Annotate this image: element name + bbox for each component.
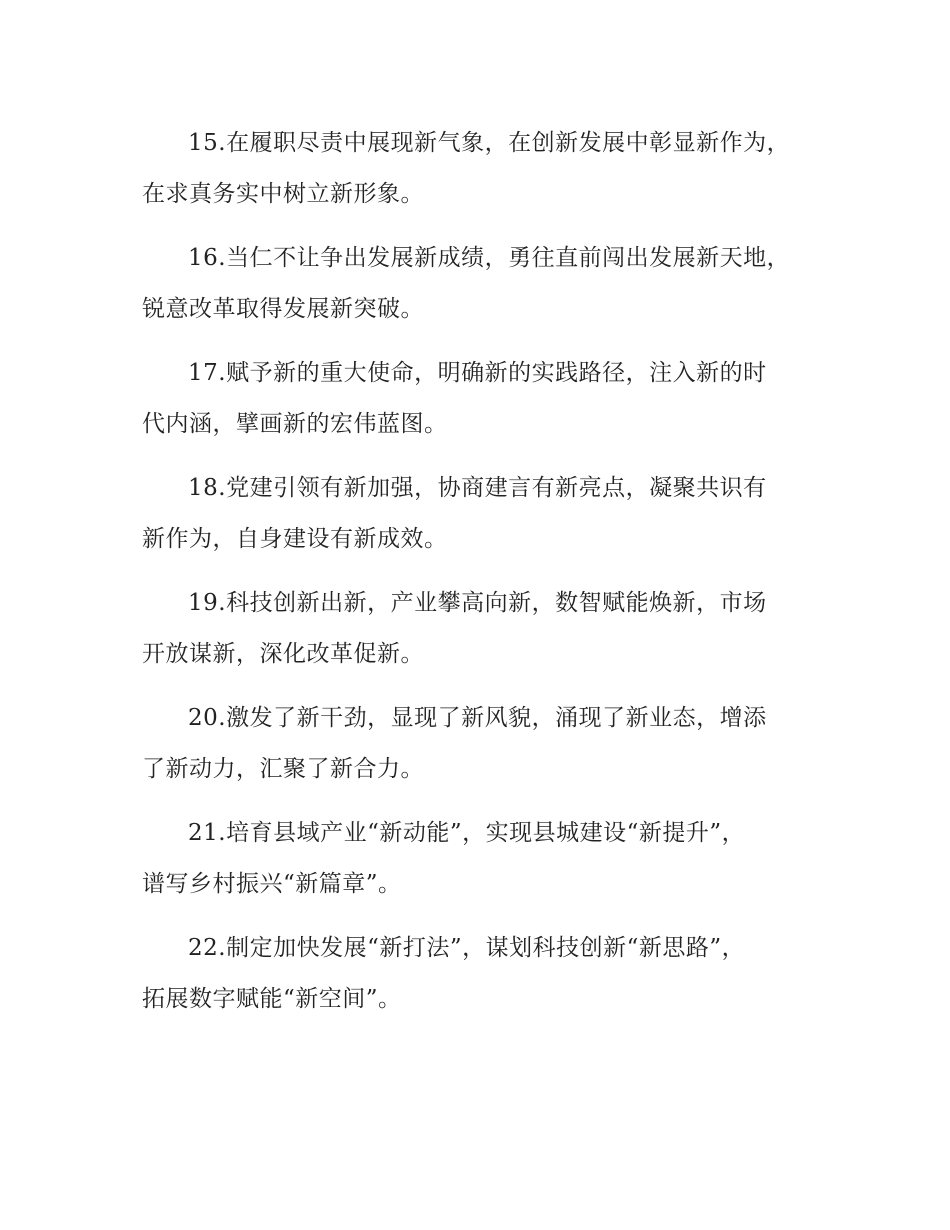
list-item-19 <box>142 588 822 669</box>
item-18-line-1: 18.党建引领有新加强，协商建言有新亮点，凝聚共识有 <box>188 475 767 501</box>
list-item-20 <box>142 703 822 784</box>
item-15-line-2: 在求真务实中树立新形象。 <box>142 181 424 207</box>
list-item-21 <box>142 818 822 899</box>
list-item-22 <box>142 933 822 1014</box>
item-19-line-1: 19.科技创新出新，产业攀高向新，数智赋能焕新，市场 <box>188 590 767 616</box>
list-item-16 <box>142 243 822 324</box>
item-22-line-2: 拓展数字赋能“新空间”。 <box>142 986 402 1012</box>
item-17-line-1: 17.赋予新的重大使命，明确新的实践路径，注入新的时 <box>188 360 767 386</box>
item-16-line-1: 16.当仁不让争出发展新成绩，勇往直前闯出发展新天地， <box>188 245 791 271</box>
item-17-line-2: 代内涵，擘画新的宏伟蓝图。 <box>142 411 448 437</box>
item-21-line-2: 谱写乡村振兴“新篇章”。 <box>142 871 402 897</box>
item-16-line-2: 锐意改革取得发展新突破。 <box>142 296 424 322</box>
list-item-17 <box>142 358 822 439</box>
item-19-line-2: 开放谋新，深化改革促新。 <box>142 641 424 667</box>
item-21-line-1: 21.培育县域产业“新动能”，实现县城建设“新提升”， <box>188 820 746 846</box>
item-20-line-2: 了新动力，汇聚了新合力。 <box>142 756 424 782</box>
item-18-line-2: 新作为，自身建设有新成效。 <box>142 526 448 552</box>
item-20-line-1: 20.激发了新干劲，显现了新风貌，涌现了新业态，增添 <box>188 705 767 731</box>
list-item-18 <box>142 473 822 554</box>
item-15-line-1: 15.在履职尽责中展现新气象，在创新发展中彰显新作为， <box>188 130 791 156</box>
item-22-line-1: 22.制定加快发展“新打法”，谋划科技创新“新思路”， <box>188 935 746 961</box>
list-item-15 <box>142 128 822 209</box>
